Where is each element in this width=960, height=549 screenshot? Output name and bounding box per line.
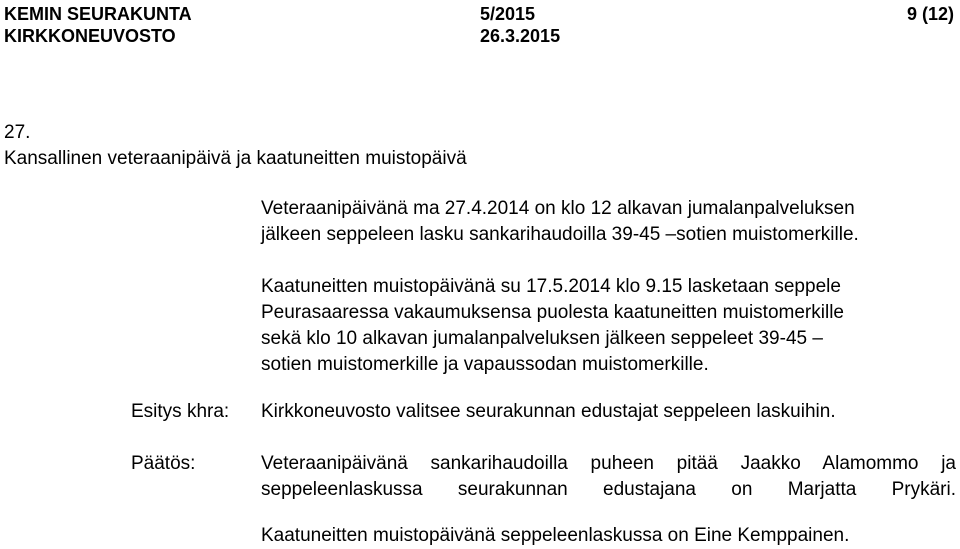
section-title: Kansallinen veteraanipäivä ja kaatuneitten muistopäivä <box>4 148 467 169</box>
decision-extra: Kaatuneitten muistopäivänä seppeleenlaskussa on Eine Kemppainen. <box>261 525 850 546</box>
text-line: Peurasaaressa vakaumuksensa puolesta kaatuneitten muistomerkille <box>261 302 844 323</box>
decision-label: Päätös: <box>131 453 196 474</box>
text-line: Veteraanipäivänä sankarihaudoilla puheen pitää Jaakko Alamommo ja <box>261 453 956 474</box>
text-line: Kaatuneitten muistopäivänä su 17.5.2014 klo 9.15 lasketaan seppele <box>261 276 841 297</box>
section-number: 27. <box>4 122 31 143</box>
text-line: Veteraanipäivänä ma 27.4.2014 on klo 12 alkavan jumalanpalveluksen <box>261 198 855 219</box>
page-number: 9 (12) <box>906 4 954 24</box>
fallen-day-paragraph <box>261 274 956 378</box>
text-line: sotien muistomerkille ja vapaussodan muistomerkille. <box>261 354 709 375</box>
veteran-day-paragraph <box>261 196 956 248</box>
text-line: jälkeen seppeleen lasku sankarihaudoilla 39-45 –sotien muistomerkille. <box>261 224 859 245</box>
text-line: sekä klo 10 alkavan jumalanpalveluksen jälkeen seppeleet 39-45 – <box>261 328 823 349</box>
meeting-date: 26.3.2015 <box>480 26 561 46</box>
document-number: 5/2015 <box>480 4 536 24</box>
body-name: KIRKKONEUVOSTO <box>4 26 176 46</box>
decision-paragraph <box>261 451 956 503</box>
text-line: seppeleenlaskussa seurakunnan edustajana on Marjatta Prykäri. <box>261 479 956 500</box>
proposal-label: Esitys khra: <box>131 401 230 422</box>
proposal-text: Kirkkoneuvosto valitsee seurakunnan edustajat seppeleen laskuihin. <box>261 401 836 422</box>
organization-name: KEMIN SEURAKUNTA <box>4 4 192 24</box>
